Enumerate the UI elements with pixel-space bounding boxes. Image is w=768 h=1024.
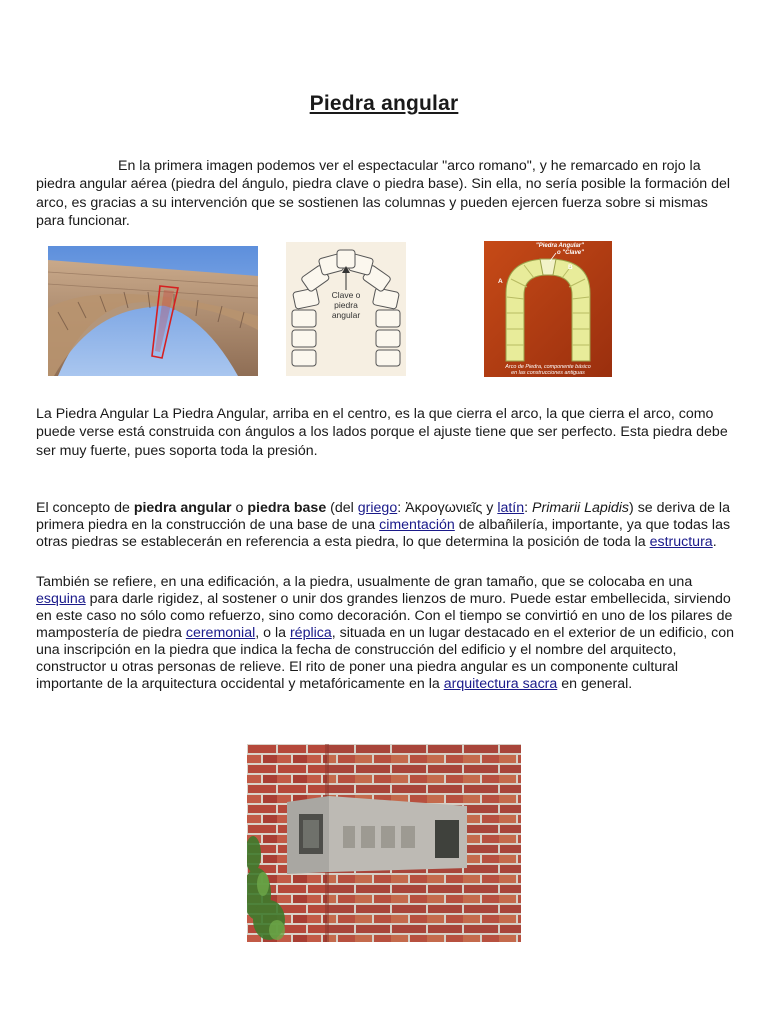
colored-arch-illustration [484,241,612,377]
stone-arch-illustration [484,241,612,377]
concept-text-2: o [231,500,248,516]
term-piedra-base: piedra base [247,500,327,516]
brick-corner-illustration [247,744,521,942]
concept-text-7: de albañilería, importante, ya que todas las otras piedras se establecerán en referencia a esta piedra, lo que determina la posición de toda la [36,517,731,550]
link-ceremonial[interactable]: ceremonial [185,625,256,641]
paragraph-concept [36,500,734,551]
building-text-1: También se refiere, en una edificación, a la piedra, usualmente de gran tamaño, que se colocaba en una [36,574,693,590]
concept-text-5: : [524,500,533,516]
paragraph-building-use [36,574,734,693]
term-piedra-angular: piedra angular [133,500,232,516]
arch-diagram-illustration [286,242,406,376]
link-estructura[interactable]: estructura [649,534,713,550]
diagram-label-line3: angular [331,310,361,320]
paragraph-intro [36,157,734,231]
concept-text-3: (del [326,500,358,516]
arch-label-top-line2: o "Clave" [556,250,584,256]
concept-text-4: : Ἀκρογωνιεῖς y [397,500,498,516]
building-text-2: para darle rigidez, al sostener o unir dos grandes lienzos de muro. Puede estar embellecida, sirviendo en este caso no sólo como refuerzo, sino como decoración. Con el tiempo se convirtió en uno de los pilares de mampostería de piedra [36,591,733,641]
link-arquitectura-sacra[interactable]: arquitectura sacra [443,676,558,692]
link-cimentacion[interactable]: cimentación [379,517,455,533]
link-esquina[interactable]: esquina [36,591,86,607]
building-text-5: en general. [557,676,633,692]
keystone-diagram [286,242,406,376]
building-text-4: , situada en un lugar destacado en el exterior de un edificio, con una inscripción en la piedra que indica la fecha de construcción del edificio y el nombre del arquitecto, constructor u otras personas de relieve. El rito de poner una piedra angular es un componente cultural importante de la arquitectura occidental y metafóricamente en la [36,625,734,692]
link-latin[interactable]: latín [497,500,525,516]
diagram-label-line1: Clave o [331,290,361,300]
concept-text-1: El concepto de [36,500,134,516]
term-primarii-lapidis: Primarii Lapidis [532,500,630,516]
page-title: Piedra angular [309,92,459,115]
roman-arch-photo [48,246,258,376]
link-replica[interactable]: réplica [289,625,332,641]
diagram-label-line2: piedra [334,300,358,310]
arch-caption-line1: Arco de Piedra, componente básico [505,364,591,370]
concept-text-8: . [712,534,717,550]
arch-caption-line2: en las construcciones antiguas [511,370,585,376]
building-text-3: , o la [255,625,290,641]
arch-label-top-line1: "Piedra Angular" [535,243,584,249]
arch-label-b: B [568,264,573,271]
concept-text-6: ) se deriva de la primera piedra en la construcción de una base de una [36,500,730,533]
cornerstone-photo [247,744,521,942]
paragraph-intro-text: En la primera imagen podemos ver el espectacular "arco romano", y he remarcado en rojo la piedra angular aérea (piedra del ángulo, piedra clave o piedra base). Sin ella, no sería posible la formación del arco, es gracias a su intervención que se sostienen las columnas y pueden ejercen fuerza sobre si mismas para funcionar. [36,158,731,230]
paragraph-keystone-description: La Piedra Angular La Piedra Angular, arriba en el centro, es la que cierra el arco, la que cierra el arco, como puede verse está construida con ángulos a los lados porque el ajuste tiene que ser perfecto. Esta piedra debe ser muy fuerte, pues soporta toda la presión. [36,406,728,459]
roman-arch-illustration [48,246,258,376]
arch-label-a: A [498,278,503,285]
link-griego[interactable]: griego [357,500,398,516]
